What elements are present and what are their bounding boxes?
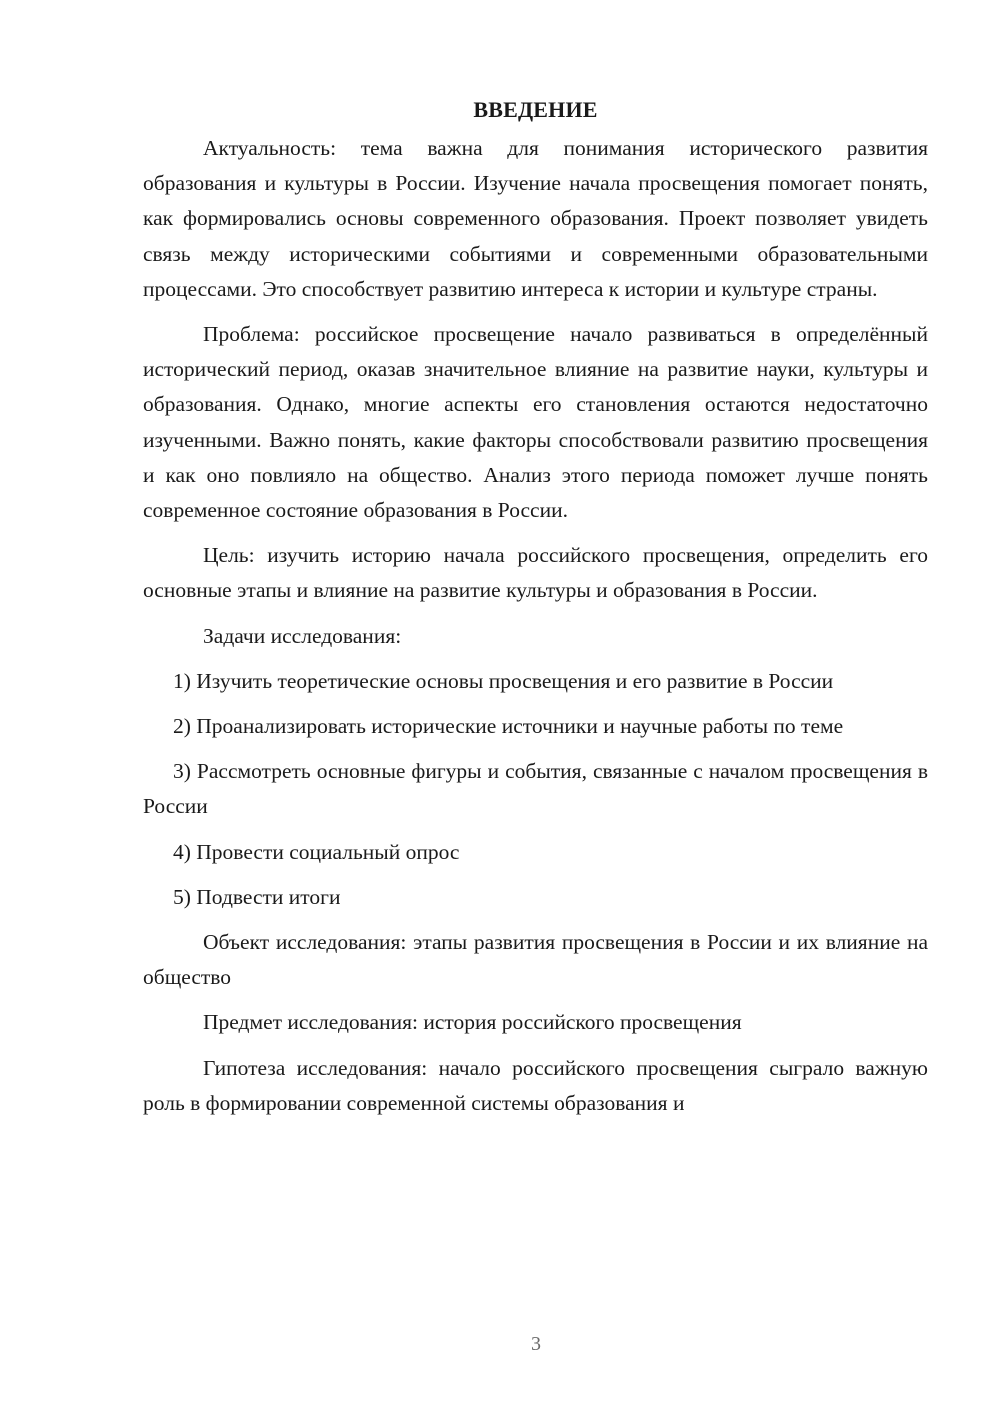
task-item-5: 5) Подвести итоги [173,884,341,909]
page-title: ВВЕДЕНИЕ [473,97,598,122]
object-paragraph: Объект исследования: этапы развития просвещения в России и их влияние на общество [143,930,928,990]
problem-paragraph: Проблема: российское просвещение начало развиваться в определённый исторический период, оказав значительное влияние на развитие науки, культуры и образования. Однако, многие аспекты его становления остаются недостаточно изученными. Важно понять, какие факторы способствовали развитию просвещения и как оно повлияло на общество. Анализ этого периода поможет лучше понять современное состояние образования в России. [143,322,928,523]
relevance-paragraph: Актуальность: тема важна для понимания исторического развития образования и культуры в России. Изучение начала просвещения помогает понять, как формировались основы современного образования. Проект позволяет увидеть связь между историческими событиями и современными образовательными процессами. Это способствует развитию интереса к истории и культуре страны. [143,136,928,301]
task-item-3: 3) Рассмотреть основные фигуры и события, связанные с началом просвещения в России [143,759,928,819]
task-item-1: 1) Изучить теоретические основы просвещения и его развитие в России [173,668,834,693]
document-page [143,92,928,1131]
page-number: 3 [531,1333,541,1355]
tasks-heading: Задачи исследования: [203,623,402,648]
hypothesis-paragraph: Гипотеза исследования: начало российского просвещения сыграло важную роль в формировании современной системы образования и [143,1055,928,1115]
task-item-2: 2) Проанализировать исторические источники и научные работы по теме [173,714,844,739]
goal-paragraph: Цель: изучить историю начала российского просвещения, определить его основные этапы и влияние на развитие культуры и образования в России. [143,543,928,603]
subject-paragraph: Предмет исследования: история российского просвещения [203,1010,742,1035]
task-item-4: 4) Провести социальный опрос [173,839,460,864]
